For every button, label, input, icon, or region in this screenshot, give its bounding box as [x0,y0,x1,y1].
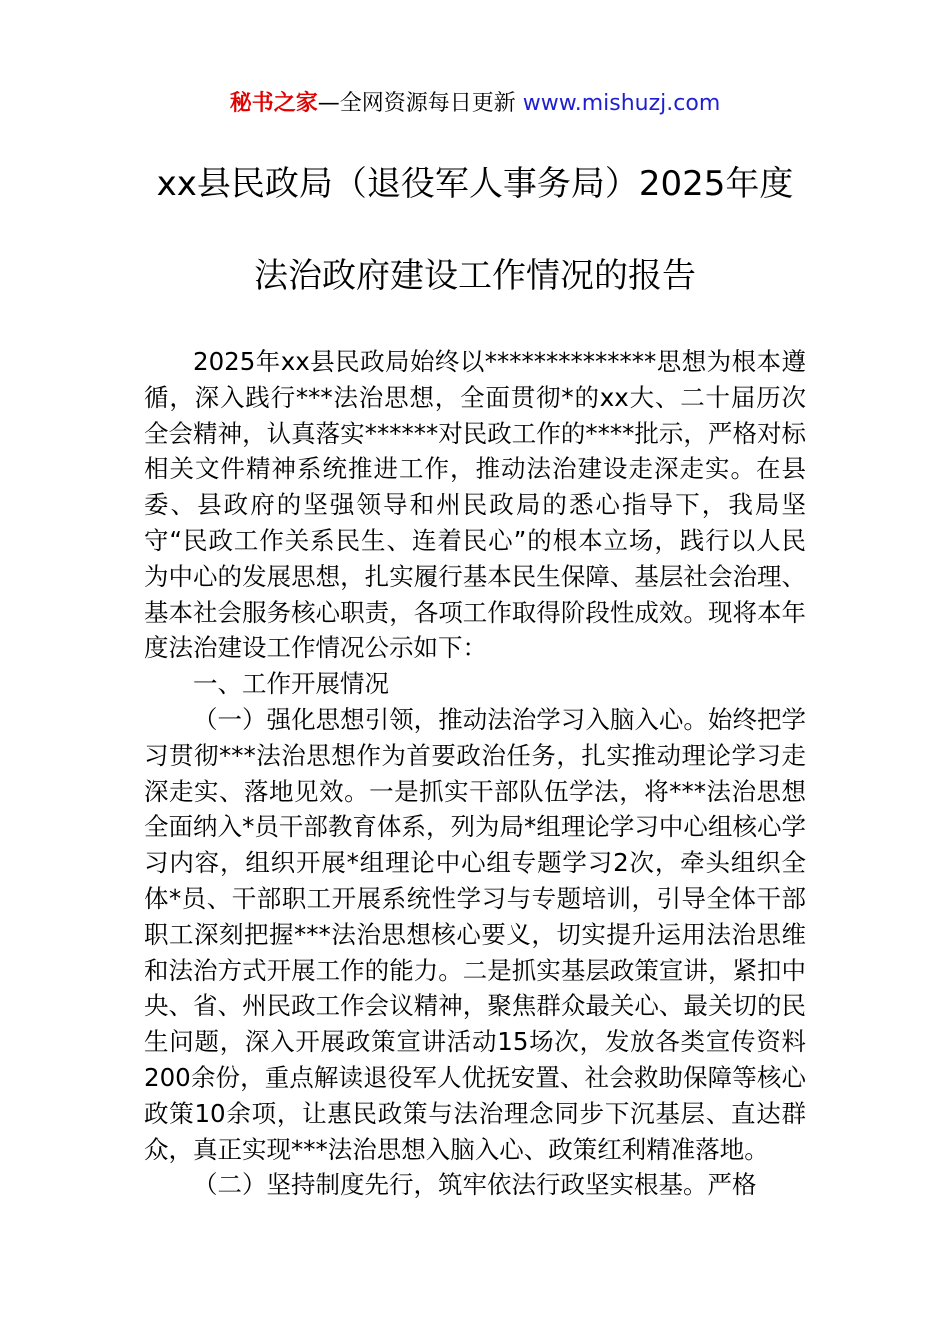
section-heading: 一、工作开展情况 [193,669,389,699]
document-title-line-1: xx县民政局（退役军人事务局）2025年度 [156,164,794,204]
paragraph-intro: 2025年xx县民政局始终以**************思想为根本遵循，深入践行***法治思想，全面贯彻*的xx大、二十届历次全会精神，认真落实******对民政工作的****批示，严格对标相关文件精神系统推进工作，推动法治建设走深走实。在县委、县政府的坚强领导和州民政局的悉心指导下，我局坚守“民政工作关系民生、连着民心”的根本立场，践行以人民为中心的发展思想，扎实履行基本民生保障、基层社会治理、基本社会服务核心职责，各项工作取得阶段性成效。现将本年度法治建设工作情况公示如下： [144,347,806,663]
header-brand: 秘书之家 [229,91,318,116]
paragraph-subsection-1: （一）强化思想引领，推动法治学习入脑入心。始终把学习贯彻***法治思想作为首要政治任务，扎实推动理论学习走深走实、落地见效。一是抓实干部队伍学法，将***法治思想全面纳入*员干部教育体系，列为局*组理论学习中心组核心学习内容，组织开展*组理论中心组专题学习2次，牵头组织全体*员、干部职工开展系统性学习与专题培训，引导全体干部职工深刻把握***法治思想核心要义，切实提升运用法治思维和法治方式开展工作的能力。二是抓实基层政策宣讲，紧扣中央、省、州民政工作会议精神，聚焦群众最关心、最关切的民生问题，深入开展政策宣讲活动15场次，发放各类宣传资料200余份，重点解读退役军人优抚安置、社会救助保障等核心政策10余项，让惠民政策与法治理念同步下沉基层、直达群众，真正实现***法治思想入脑入心、政策红利精准落地。 [144,704,806,1164]
document-body [144,344,806,1203]
site-header [0,88,950,120]
paragraph-subsection-2: （二）坚持制度先行，筑牢依法行政坚实根基。严格 [193,1170,757,1200]
header-url-link[interactable]: www.mishuzj.com [522,91,721,116]
document-title-line-2: 法治政府建设工作情况的报告 [254,256,696,296]
header-tagline: —全网资源每日更新 [317,91,523,116]
